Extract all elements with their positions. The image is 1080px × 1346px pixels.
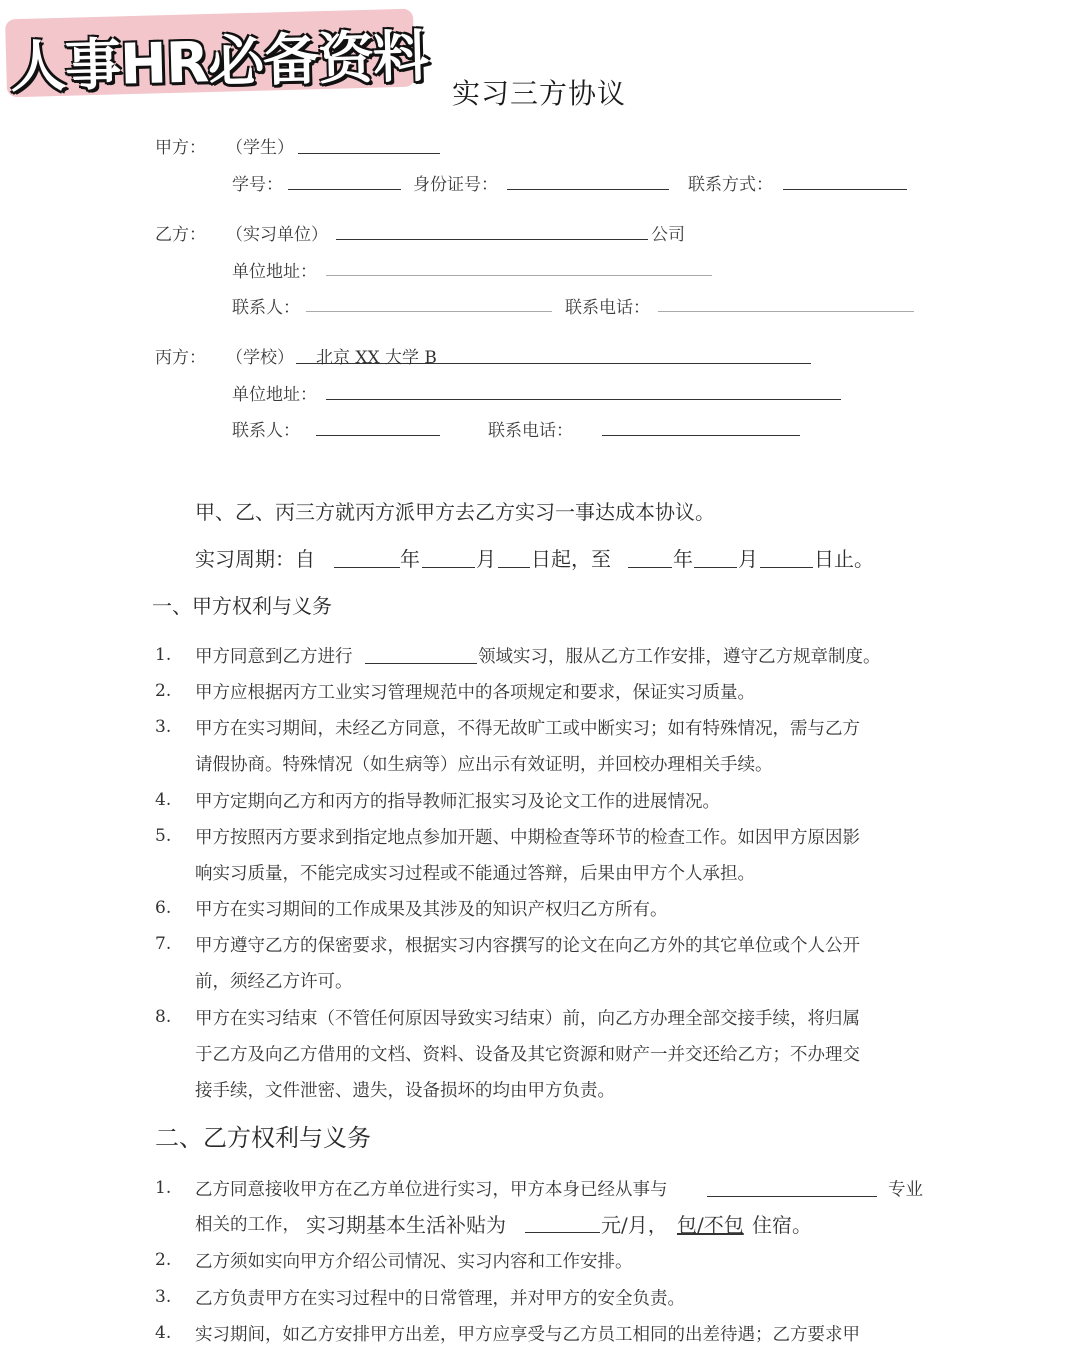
item-text: 甲方定期向乙方和丙方的指导教师汇报实习及论文工作的进展情况。 xyxy=(195,792,720,812)
party-b-phone-field[interactable] xyxy=(658,311,914,312)
party-c-contact-person-label: 联系人： xyxy=(232,421,300,441)
item-number: 2. xyxy=(155,1250,172,1270)
party-c-address-field[interactable] xyxy=(326,399,841,400)
company-name-field[interactable] xyxy=(336,239,648,240)
end-month-unit: 月 xyxy=(738,547,758,571)
item-number: 8. xyxy=(155,1007,172,1027)
start-month-field[interactable] xyxy=(422,567,475,568)
party-a-name-field[interactable] xyxy=(298,153,440,154)
party-c-address-label: 单位地址： xyxy=(232,385,317,405)
contact-field[interactable] xyxy=(783,189,907,190)
item-text: 甲方遵守乙方的保密要求，根据实习内容撰写的论文在向乙方外的其它单位或个人公开 xyxy=(195,936,860,956)
school-name-value: 北京 XX 大学 B xyxy=(316,348,437,368)
item-text: 元/月， xyxy=(601,1213,668,1237)
item-text: 甲方在实习期间的工作成果及其涉及的知识产权归乙方所有。 xyxy=(195,900,668,920)
end-year-unit: 年 xyxy=(673,547,693,571)
section-2-heading: 二、乙方权利与义务 xyxy=(155,1124,371,1152)
start-year-unit: 年 xyxy=(400,547,420,571)
item-text: 甲方应根据丙方工业实习管理规范中的各项规定和要求，保证实习质量。 xyxy=(195,683,755,703)
party-a-role: （学生） xyxy=(226,138,294,158)
item-text: 乙方同意接收甲方在乙方单位进行实习，甲方本身已经从事与 xyxy=(195,1180,668,1200)
section-1-heading: 一、甲方权利与义务 xyxy=(152,594,332,618)
item-text: 乙方负责甲方在实习过程中的日常管理，并对甲方的安全负责。 xyxy=(195,1289,685,1309)
intro-paragraph: 甲、乙、丙三方就丙方派甲方去乙方实习一事达成本协议。 xyxy=(195,500,715,524)
item-number: 4. xyxy=(155,790,172,810)
item-text: 住宿。 xyxy=(752,1213,812,1237)
party-b-address-field[interactable] xyxy=(326,275,712,276)
item-text: 实习期间，如乙方安排甲方出差，甲方应享受与乙方员工相同的出差待遇；乙方要求甲 xyxy=(195,1325,860,1345)
field-allowance[interactable] xyxy=(525,1232,600,1233)
party-b-role: （实习单位） xyxy=(226,225,328,245)
item-text: 甲方同意到乙方进行 xyxy=(195,647,353,667)
item-number: 2. xyxy=(155,681,172,701)
party-b-contact-person-field[interactable] xyxy=(306,311,552,312)
party-a-label: 甲方： xyxy=(155,138,206,158)
party-b-address-label: 单位地址： xyxy=(232,262,317,282)
item-text: 领域实习，服从乙方工作安排，遵守乙方规章制度。 xyxy=(478,647,881,667)
item-text: 实习期基本生活补贴为 xyxy=(306,1213,506,1237)
start-year-field[interactable] xyxy=(334,567,400,568)
field-domain[interactable] xyxy=(365,663,477,664)
document-title: 实习三方协议 xyxy=(452,77,627,110)
field-major[interactable] xyxy=(707,1196,877,1197)
party-c-phone-field[interactable] xyxy=(602,435,800,436)
id-no-field[interactable] xyxy=(507,189,669,190)
item-text: 请假协商。特殊情况（如生病等）应出示有效证明，并回校办理相关手续。 xyxy=(195,755,773,775)
start-day-field[interactable] xyxy=(498,567,530,568)
item-text: 甲方在实习期间，未经乙方同意，不得无故旷工或中断实习；如有特殊情况，需与乙方 xyxy=(195,719,860,739)
party-c-label: 丙方： xyxy=(155,348,206,368)
item-number: 1. xyxy=(155,1178,172,1198)
item-text: 响实习质量，不能完成实习过程或不能通过答辩，后果由甲方个人承担。 xyxy=(195,864,755,884)
item-number: 7. xyxy=(155,934,172,954)
id-no-label: 身份证号： xyxy=(413,175,498,195)
student-no-field[interactable] xyxy=(288,189,401,190)
item-text: 接手续，文件泄密、遗失，设备损坏的均由甲方负责。 xyxy=(195,1081,615,1101)
party-b-contact-person-label: 联系人： xyxy=(232,298,300,318)
item-text: 专业 xyxy=(888,1180,923,1200)
party-b-phone-label: 联系电话： xyxy=(565,298,650,318)
start-day-unit: 日起，至 xyxy=(531,547,611,571)
party-c-contact-person-field[interactable] xyxy=(316,435,440,436)
item-text: 乙方须如实向甲方介绍公司情况、实习内容和工作安排。 xyxy=(195,1252,633,1272)
item-number: 3. xyxy=(155,1287,172,1307)
contact-label: 联系方式： xyxy=(688,175,773,195)
banner-title: 人事HR必备资料 xyxy=(9,24,429,101)
item-text: 相关的工作， xyxy=(195,1215,300,1235)
item-number: 3. xyxy=(155,717,172,737)
end-day-field[interactable] xyxy=(760,567,813,568)
start-month-unit: 月 xyxy=(476,547,496,571)
item-number: 4. xyxy=(155,1323,172,1343)
item-text: 甲方按照丙方要求到指定地点参加开题、中期检查等环节的检查工作。如因甲方原因影 xyxy=(195,828,860,848)
end-year-field[interactable] xyxy=(628,567,672,568)
end-month-field[interactable] xyxy=(694,567,737,568)
item-number: 6. xyxy=(155,898,172,918)
item-text: 甲方在实习结束（不管任何原因导致实习结束）前，向乙方办理全部交接手续，将归属 xyxy=(195,1009,860,1029)
end-day-unit: 日止。 xyxy=(814,547,874,571)
party-c-role: （学校） xyxy=(226,348,294,368)
item-number: 1. xyxy=(155,645,172,665)
lodging-option[interactable]: 包/不包 xyxy=(677,1213,744,1237)
party-c-phone-label: 联系电话： xyxy=(488,421,573,441)
item-text: 前，须经乙方许可。 xyxy=(195,972,353,992)
company-suffix: 公司 xyxy=(651,225,685,245)
item-text: 于乙方及向乙方借用的文档、资料、设备及其它资源和财产一并交还给乙方；不办理交 xyxy=(195,1045,860,1065)
party-b-label: 乙方： xyxy=(155,225,206,245)
student-no-label: 学号： xyxy=(232,175,283,195)
period-label: 实习周期：自 xyxy=(195,547,315,571)
item-number: 5. xyxy=(155,826,172,846)
